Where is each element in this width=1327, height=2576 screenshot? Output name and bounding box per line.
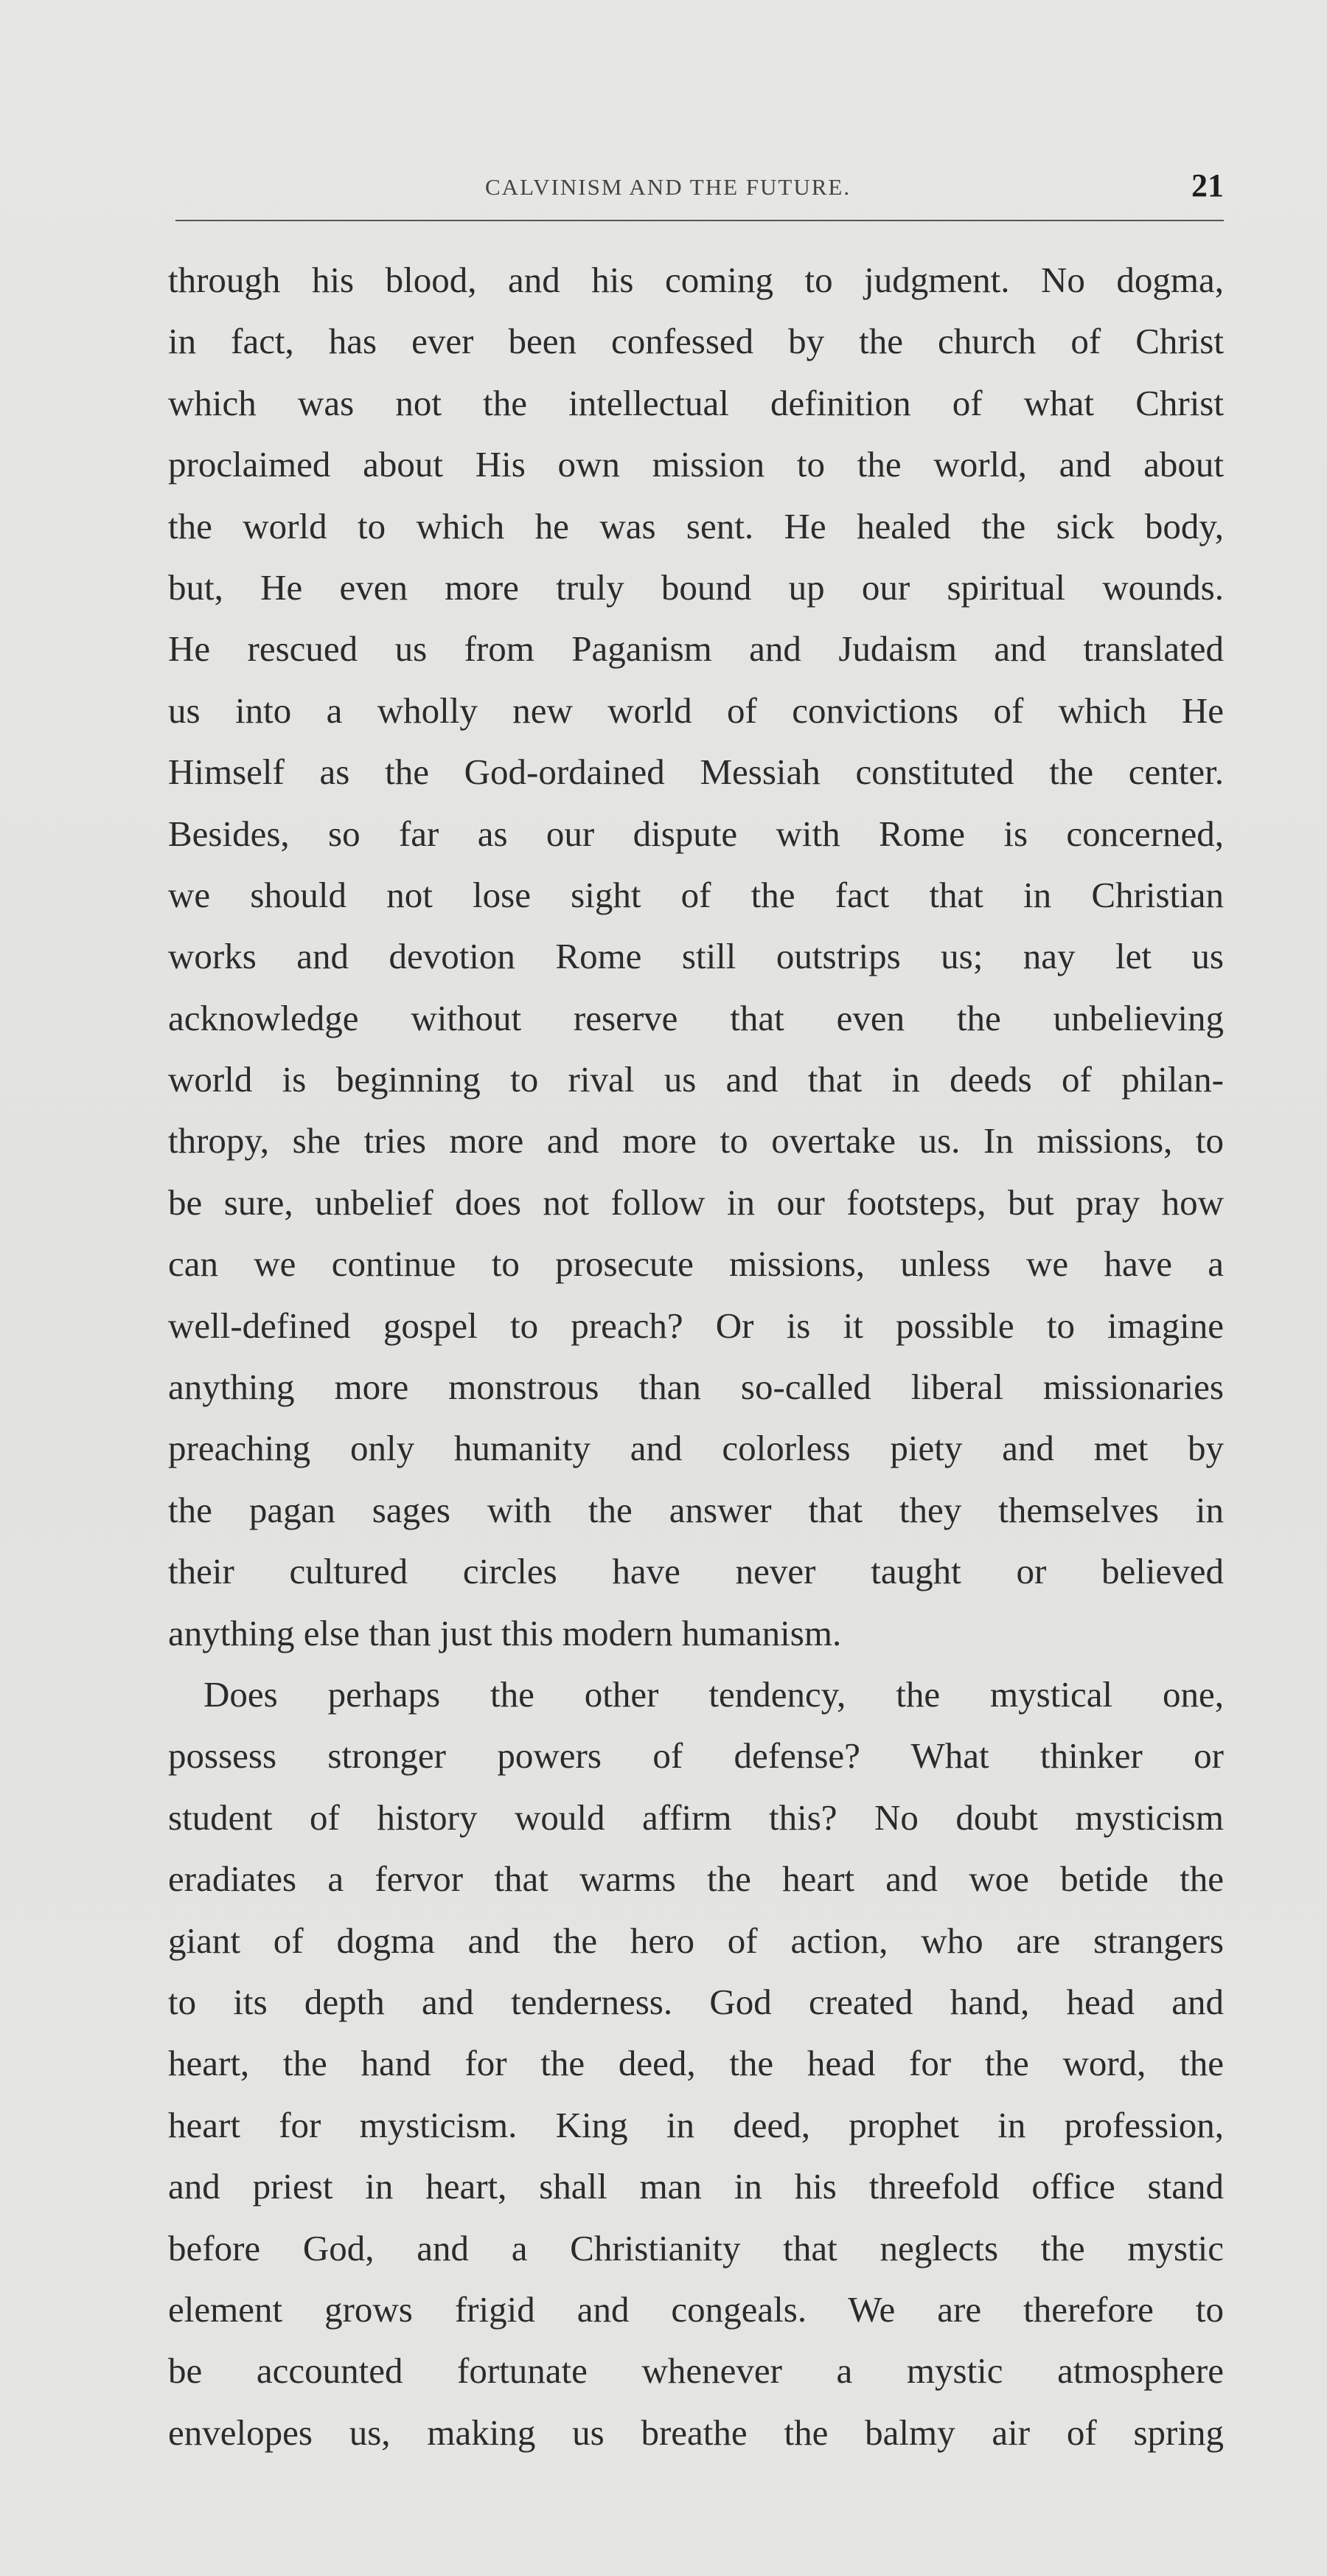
paragraph-1	[168, 249, 1224, 1664]
text-line: be sure, unbelief does not follow in our footsteps, but pray how	[168, 1181, 1224, 1223]
text-line: before God, and a Christianity that neglects the mystic	[168, 2227, 1224, 2268]
text-line: Does perhaps the other tendency, the mystical one,	[203, 1673, 1224, 1715]
text-line: possess stronger powers of defense? What thinker or	[168, 1735, 1224, 1777]
text-line: anything else than just this modern humanism.	[168, 1612, 842, 1653]
text-line: eradiates a fervor that warms the heart and woe betide the	[168, 1858, 1224, 1900]
text-line: and priest in heart, shall man in his threefold office stand	[168, 2166, 1224, 2207]
text-line: thropy, she tries more and more to overtake us. In missions, to	[168, 1120, 1224, 1162]
text-line: can we continue to prosecute missions, unless we have a	[168, 1243, 1224, 1285]
text-line: student of history would affirm this? No doubt mysticism	[168, 1796, 1224, 1838]
page-header	[175, 167, 1224, 211]
text-line: but, He even more truly bound up our spiritual wounds.	[168, 566, 1224, 608]
text-line: giant of dogma and the hero of action, who are strangers	[168, 1920, 1224, 1961]
text-line: be accounted fortunate whenever a mystic atmosphere	[168, 2350, 1224, 2392]
text-line: anything more monstrous than so-called liberal missionaries	[168, 1367, 1224, 1408]
text-line: us into a wholly new world of convictions of which He	[168, 690, 1224, 731]
text-line: He rescued us from Paganism and Judaism and translated	[168, 628, 1224, 670]
text-line: element grows frigid and congeals. We are therefore to	[168, 2288, 1224, 2330]
text-line: envelopes us, making us breathe the balmy air of spring	[168, 2412, 1224, 2453]
text-line: acknowledge without reserve that even the unbelieving	[168, 997, 1224, 1038]
page-number: 21	[1191, 167, 1224, 204]
running-title: CALVINISM AND THE FUTURE.	[485, 174, 851, 200]
text-line: heart for mysticism. King in deed, prophet in profession,	[168, 2104, 1224, 2145]
text-line: we should not lose sight of the fact that in Christian	[168, 874, 1224, 915]
text-line: the pagan sages with the answer that they themselves in	[168, 1489, 1224, 1530]
text-line: Himself as the God-ordained Messiah constituted the center.	[168, 751, 1224, 793]
text-line: which was not the intellectual definition of what Christ	[168, 382, 1224, 423]
text-line: preaching only humanity and colorless piety and met by	[168, 1428, 1224, 1469]
text-line: through his blood, and his coming to judgment. No dogma,	[168, 260, 1224, 300]
text-line: in fact, has ever been confessed by the church of Christ	[168, 321, 1224, 362]
body-text	[168, 249, 1224, 2463]
text-line: heart, the hand for the deed, the head for the word, the	[168, 2043, 1224, 2084]
paragraph-2	[168, 1664, 1224, 2463]
header-rule	[175, 220, 1224, 221]
text-line: proclaimed about His own mission to the world, and about	[168, 444, 1224, 485]
text-line: world is beginning to rival us and that in deeds of philan-	[168, 1059, 1224, 1100]
text-line: their cultured circles have never taught or believed	[168, 1551, 1224, 1592]
text-line: well-defined gospel to preach? Or is it possible to imagine	[168, 1305, 1224, 1346]
text-line: Besides, so far as our dispute with Rome is concerned,	[168, 813, 1224, 854]
text-line: to its depth and tenderness. God created hand, head and	[168, 1981, 1224, 2022]
text-line: works and devotion Rome still outstrips us; nay let us	[168, 936, 1224, 977]
text-line: the world to which he was sent. He healed the sick body,	[168, 505, 1224, 546]
